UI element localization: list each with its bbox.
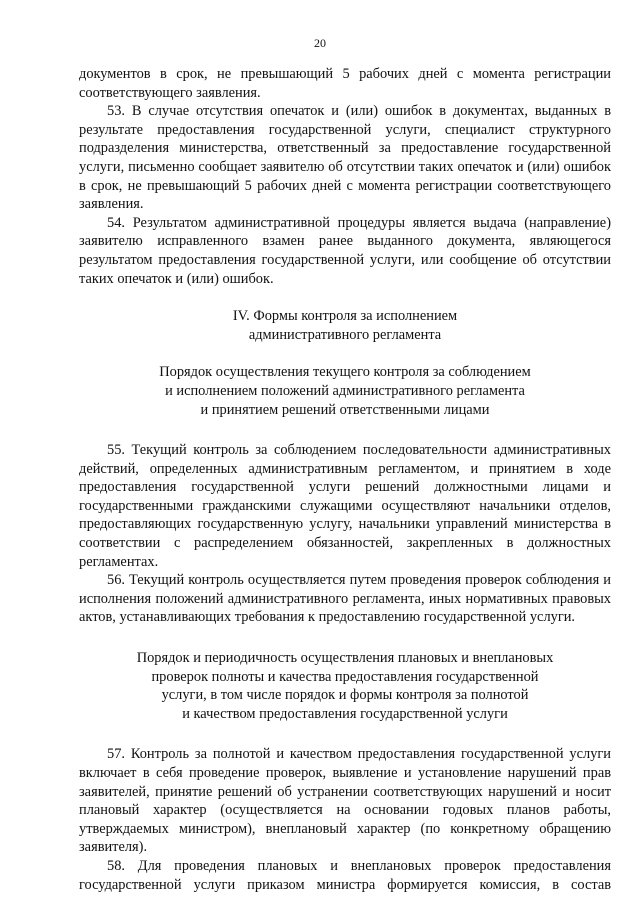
subheading-line: Порядок осуществления текущего контроля за соблюдением (159, 364, 531, 381)
paragraph-55: 55. Текущий контроль за соблюдением последовательности административных действий, определенных административным регламентом, и принятием в ходе предоставления государственной услуги решений должностными лицами и государственными гражданскими служащими осуществляют начальники отделов, предоставляющих государственную услугу, начальники управлений министерства в соответствии с распределением обязанностей, закрепленных в должностных регламентах. (79, 442, 611, 570)
subheading-line: проверок полноты и качества предоставления государственной (151, 668, 539, 685)
subheading-inspections (79, 649, 611, 723)
paragraph-continuation: документов в срок, не превышающий 5 рабочих дней с момента регистрации соответствующего заявления. (79, 66, 611, 101)
subheading-current-control (79, 363, 611, 419)
section-heading-line: административного регламента (248, 326, 442, 343)
paragraph-56: 56. Текущий контроль осуществляется путем проведения проверок соблюдения и исполнения положений административного регламента, иных нормативных правовых актов, устанавливающих требования к предоставлению государственной услуги. (79, 572, 611, 626)
subheading-line: и принятием решений ответственными лицами (200, 401, 490, 418)
subheading-line: услуги, в том числе порядок и формы контроля за полнотой (161, 687, 529, 704)
paragraph-53: 53. В случае отсутствия опечаток и (или) ошибок в документах, выданных в результате предоставления государственной услуги, специалист структурного подразделения министерства, ответственный за предоставление государственной услуги, письменно сообщает заявителю об отсутствии таких опечаток и (или) ошибок в срок, не превышающий 5 рабочих дней с момента регистрации соответствующего заявления. (79, 103, 611, 213)
subheading-line: и качеством предоставления государственной услуги (182, 705, 508, 722)
page-number: 20 (314, 36, 326, 50)
subheading-line: и исполнением положений административного регламента (165, 382, 525, 399)
document-body (79, 65, 611, 894)
section-heading-iv (79, 307, 611, 344)
section-heading-line: IV. Формы контроля за исполнением (232, 308, 458, 325)
subheading-line: Порядок и периодичность осуществления плановых и внеплановых (136, 650, 554, 667)
paragraph-58: 58. Для проведения плановых и внеплановых проверок предоставления государственной услуги приказом министра формируется комиссия, в состав (79, 857, 611, 893)
paragraph-54: 54. Результатом административной процедуры является выдача (направление) заявителю исправленного взамен ранее выданного документа, являющегося результатом предоставления государственной услуги, или сообщение об отсутствии таких опечаток и (или) ошибок. (79, 214, 611, 287)
paragraph-57: 57. Контроль за полнотой и качеством предоставления государственной услуги включает в себя проведение проверок, выявление и установление нарушений прав заявителей, принятие решений об устранении соответствующих нарушений и носит плановый характер (осуществляется на основании годовых планов работы, утверждаемых министром), внеплановый характер (по конкретному обращению заявителя). (79, 746, 611, 856)
